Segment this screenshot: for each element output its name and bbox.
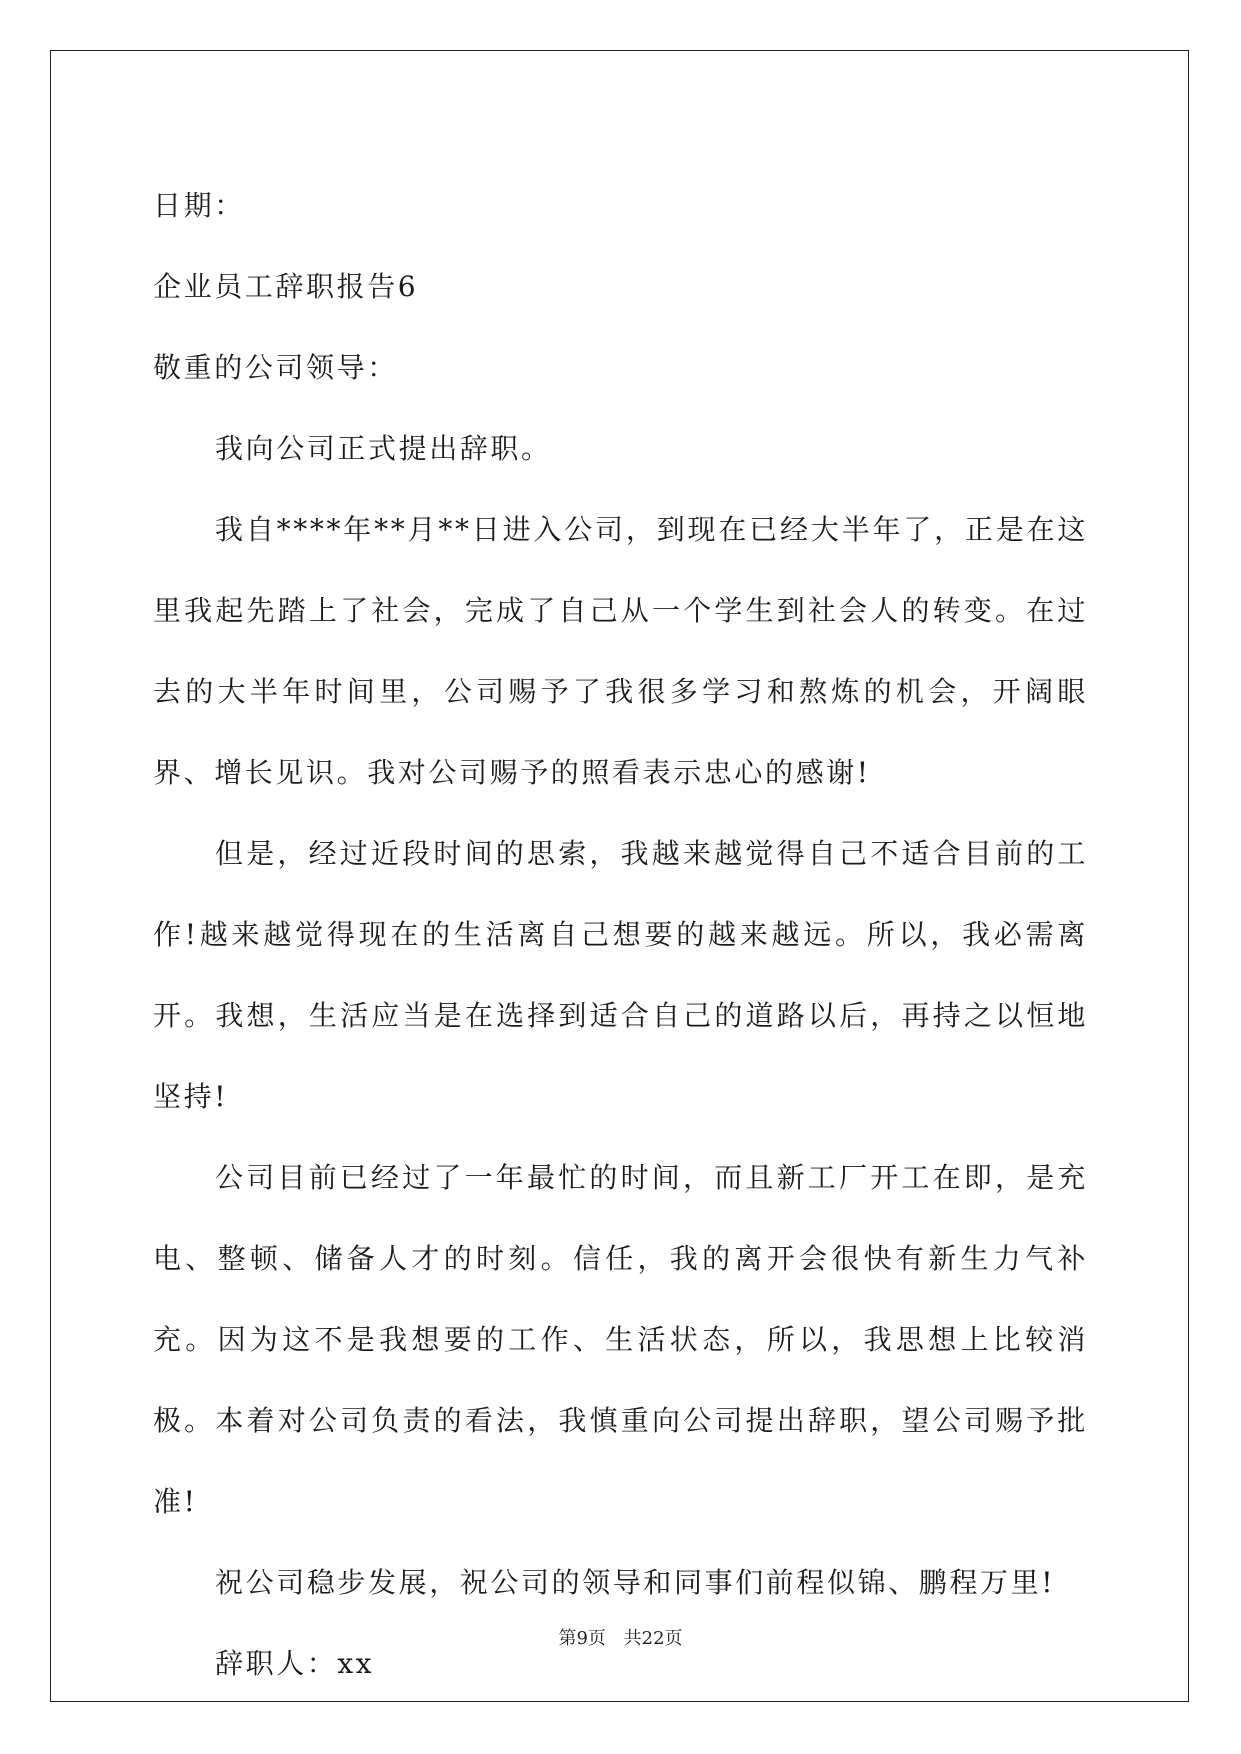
paragraph-4: 公司目前已经过了一年最忙的时间，而且新工厂开工在即，是充电、整顿、储备人才的时刻。信任，我的离开会很快有新生力气补充。因为这不是我想要的工作、生活状态，所以，我思想上比较消极。本着对公司负责的看法，我慎重向公司提出辞职，望公司赐予批准! bbox=[153, 1161, 1088, 1518]
document-title: 企业员工辞职报告6 bbox=[153, 270, 419, 303]
signature: 辞职人：xx bbox=[215, 1647, 375, 1680]
salutation: 敬重的公司领导： bbox=[153, 351, 398, 384]
document-body bbox=[153, 165, 1088, 1704]
page-number: 第9页 bbox=[558, 1628, 606, 1649]
paragraph-3: 但是，经过近段时间的思索，我越来越觉得自己不适合目前的工作!越来越觉得现在的生活离自己想要的越来越远。所以，我必需离开。我想，生活应当是在选择到适合自己的道路以后，再持之以恒地坚持! bbox=[153, 837, 1088, 1113]
page-footer bbox=[0, 1624, 1241, 1650]
paragraph-5: 祝公司稳步发展，祝公司的领导和同事们前程似锦、鹏程万里! bbox=[215, 1566, 1056, 1599]
paragraph-1: 我向公司正式提出辞职。 bbox=[215, 432, 552, 465]
date-label: 日期： bbox=[153, 189, 245, 222]
page-total: 共22页 bbox=[623, 1628, 683, 1649]
paragraph-2: 我自****年**月**日进入公司，到现在已经大半年了，正是在这里我起先踏上了社会，完成了自己从一个学生到社会人的转变。在过去的大半年时间里，公司赐予了我很多学习和熬炼的机会，开阔眼界、增长见识。我对公司赐予的照看表示忠心的感谢! bbox=[153, 513, 1088, 789]
